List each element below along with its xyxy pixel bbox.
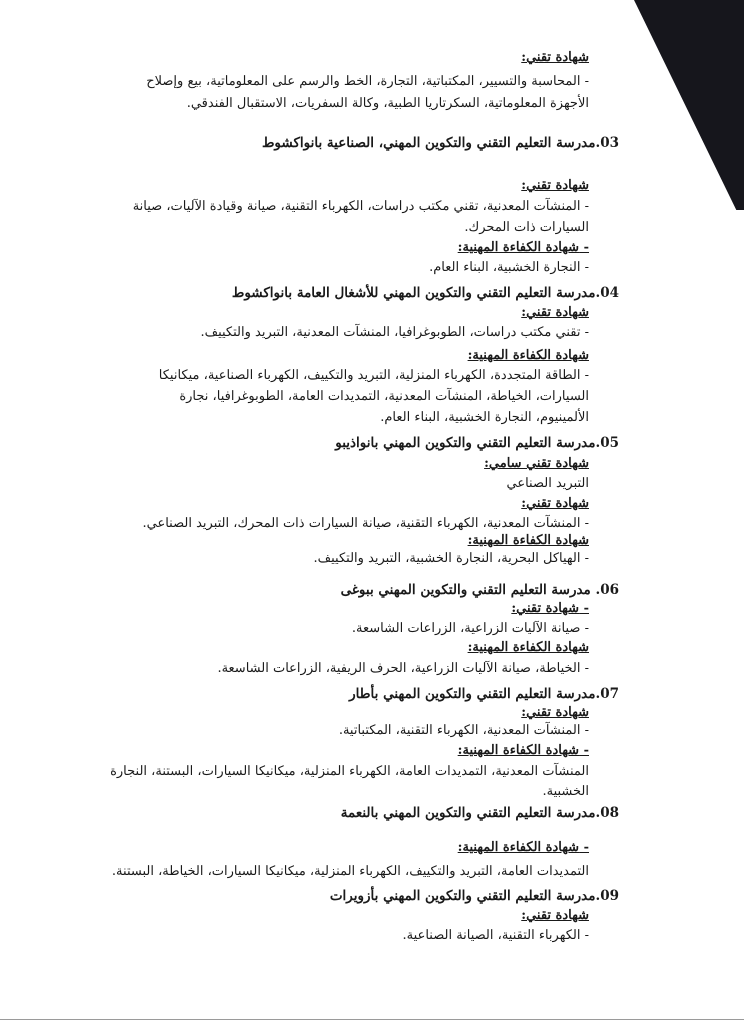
certificate-heading: شهادة تقني: bbox=[521, 908, 589, 923]
program-list: الألمينيوم، النجارة الخشبية، البناء العام. bbox=[380, 410, 589, 425]
certificate-heading: شهادة تقني: bbox=[521, 705, 589, 720]
program-list: الأجهزة المعلوماتية، السكرتاريا الطبية، وكالة السفريات، الاستقبال الفندقي. bbox=[186, 96, 589, 111]
school-heading-04: 04.مدرسة التعليم التقني والتكوين المهني للأشغال العامة بانواكشوط bbox=[231, 285, 619, 301]
program-list: - الطاقة المتجددة، الكهرباء المنزلية، التبريد والتكييف، الكهرباء الصناعية، ميكانيكا bbox=[159, 368, 589, 384]
certificate-heading: شهادة الكفاءة المهنية: bbox=[467, 640, 589, 655]
program-list: المنشآت المعدنية، التمديدات العامة، الكهرباء المنزلية، ميكانيكا السيارات، البستنة، النجارة bbox=[110, 764, 589, 779]
certificate-heading: - شهادة تقني: bbox=[511, 601, 589, 617]
certificate-heading: - شهادة الكفاءة المهنية: bbox=[458, 743, 589, 759]
program-list: التمديدات العامة، التبريد والتكييف، الكهرباء المنزلية، ميكانيكا السيارات، الخياطة، البستنة. bbox=[111, 864, 589, 879]
certificate-heading: شهادة تقني سامي: bbox=[484, 456, 589, 471]
school-heading-08: 08.مدرسة التعليم التقني والتكوين المهني بالنعمة bbox=[340, 805, 619, 821]
certificate-heading: شهادة تقني: bbox=[521, 178, 589, 193]
certificate-heading: شهادة تقني: bbox=[521, 50, 589, 65]
certificate-heading: - شهادة الكفاءة المهنية: bbox=[458, 840, 589, 856]
program-list: - صيانة الآليات الزراعية، الزراعات الشاسعة. bbox=[352, 621, 589, 637]
school-heading-03: 03.مدرسة التعليم التقني والتكوين المهني، الصناعية بانواكشوط bbox=[261, 135, 619, 151]
program-list: - الكهرباء التقنية، الصيانة الصناعية. bbox=[403, 928, 589, 944]
program-list: - المنشآت المعدنية، الكهرباء التقنية، المكتباتية. bbox=[339, 723, 589, 739]
certificate-heading: شهادة الكفاءة المهنية: bbox=[467, 533, 589, 548]
program-list: السيارات، الخياطة، المنشآت المعدنية، التمديدات العامة، الطوبوغرافيا، نجارة bbox=[179, 389, 589, 404]
certificate-heading: شهادة تقني: bbox=[521, 305, 589, 320]
scan-shadow-corner bbox=[634, 0, 744, 210]
program-list: - تقني مكتب دراسات، الطوبوغرافيا، المنشآت المعدنية، التبريد والتكييف. bbox=[201, 325, 590, 341]
school-heading-07: 07.مدرسة التعليم التقني والتكوين المهني بأطار bbox=[349, 686, 619, 702]
page-edge-divider bbox=[0, 1019, 744, 1020]
school-heading-06: 06. مدرسة التعليم التقني والتكوين المهني ببوغى bbox=[340, 582, 619, 598]
school-heading-09: 09.مدرسة التعليم التقني والتكوين المهني بأزويرات bbox=[329, 888, 619, 904]
program-list: الخشبية. bbox=[542, 784, 589, 799]
program-list: - الخياطة، صيانة الآليات الزراعية، الحرف الريفية، الزراعات الشاسعة. bbox=[217, 661, 589, 677]
program-list: السيارات ذات المحرك. bbox=[464, 220, 589, 235]
program-list: - المنشآت المعدنية، الكهرباء التقنية، صيانة السيارات ذات المحرك، التبريد الصناعي. bbox=[143, 516, 590, 532]
program-list: - النجارة الخشبية، البناء العام. bbox=[429, 260, 589, 276]
program-list: - المحاسبة والتسيير، المكتباتية، التجارة، الخط والرسم على المعلوماتية، بيع وإصلاح bbox=[146, 74, 589, 90]
program-list: التبريد الصناعي bbox=[506, 476, 589, 491]
program-list: - المنشآت المعدنية، تقني مكتب دراسات، الكهرباء التقنية، صيانة وقيادة الآليات، صيانة bbox=[133, 199, 589, 215]
certificate-heading: - شهادة الكفاءة المهنية: bbox=[458, 240, 589, 256]
certificate-heading: شهادة تقني: bbox=[521, 496, 589, 511]
program-list: - الهياكل البحرية، النجارة الخشبية، التبريد والتكييف. bbox=[314, 551, 589, 567]
certificate-heading: شهادة الكفاءة المهنية: bbox=[467, 348, 589, 363]
school-heading-05: 05.مدرسة التعليم التقني والتكوين المهني بانواذيبو bbox=[335, 435, 619, 451]
